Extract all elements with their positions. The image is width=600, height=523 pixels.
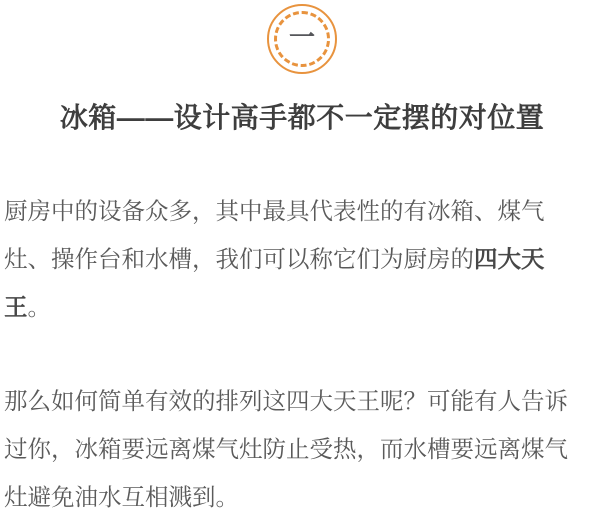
dashed-circle <box>274 11 330 67</box>
paragraph-2-text: 那么如何简单有效的排列这四大天王呢？可能有人告诉过你，冰箱要远离煤气灶防止受热，而水槽要远离煤气灶避免油水互相溅到。 <box>4 388 568 510</box>
paragraph-1-text-end: 。 <box>27 294 51 320</box>
article-page <box>0 4 600 523</box>
section-number: 一 <box>288 22 315 52</box>
paragraph-1 <box>4 187 576 331</box>
section-title: 冰箱——设计高手都不一定摆的对位置 <box>59 102 545 133</box>
paragraph-1-text-start: 厨房中的设备众多，其中最具代表性的有冰箱、煤气灶、操作台和水槽，我们可以称它们为厨房的 <box>4 198 545 272</box>
paragraph-1-bold-phrase: 四大天王 <box>4 246 545 320</box>
section-number-badge <box>267 4 337 74</box>
paragraph-2 <box>4 377 576 521</box>
